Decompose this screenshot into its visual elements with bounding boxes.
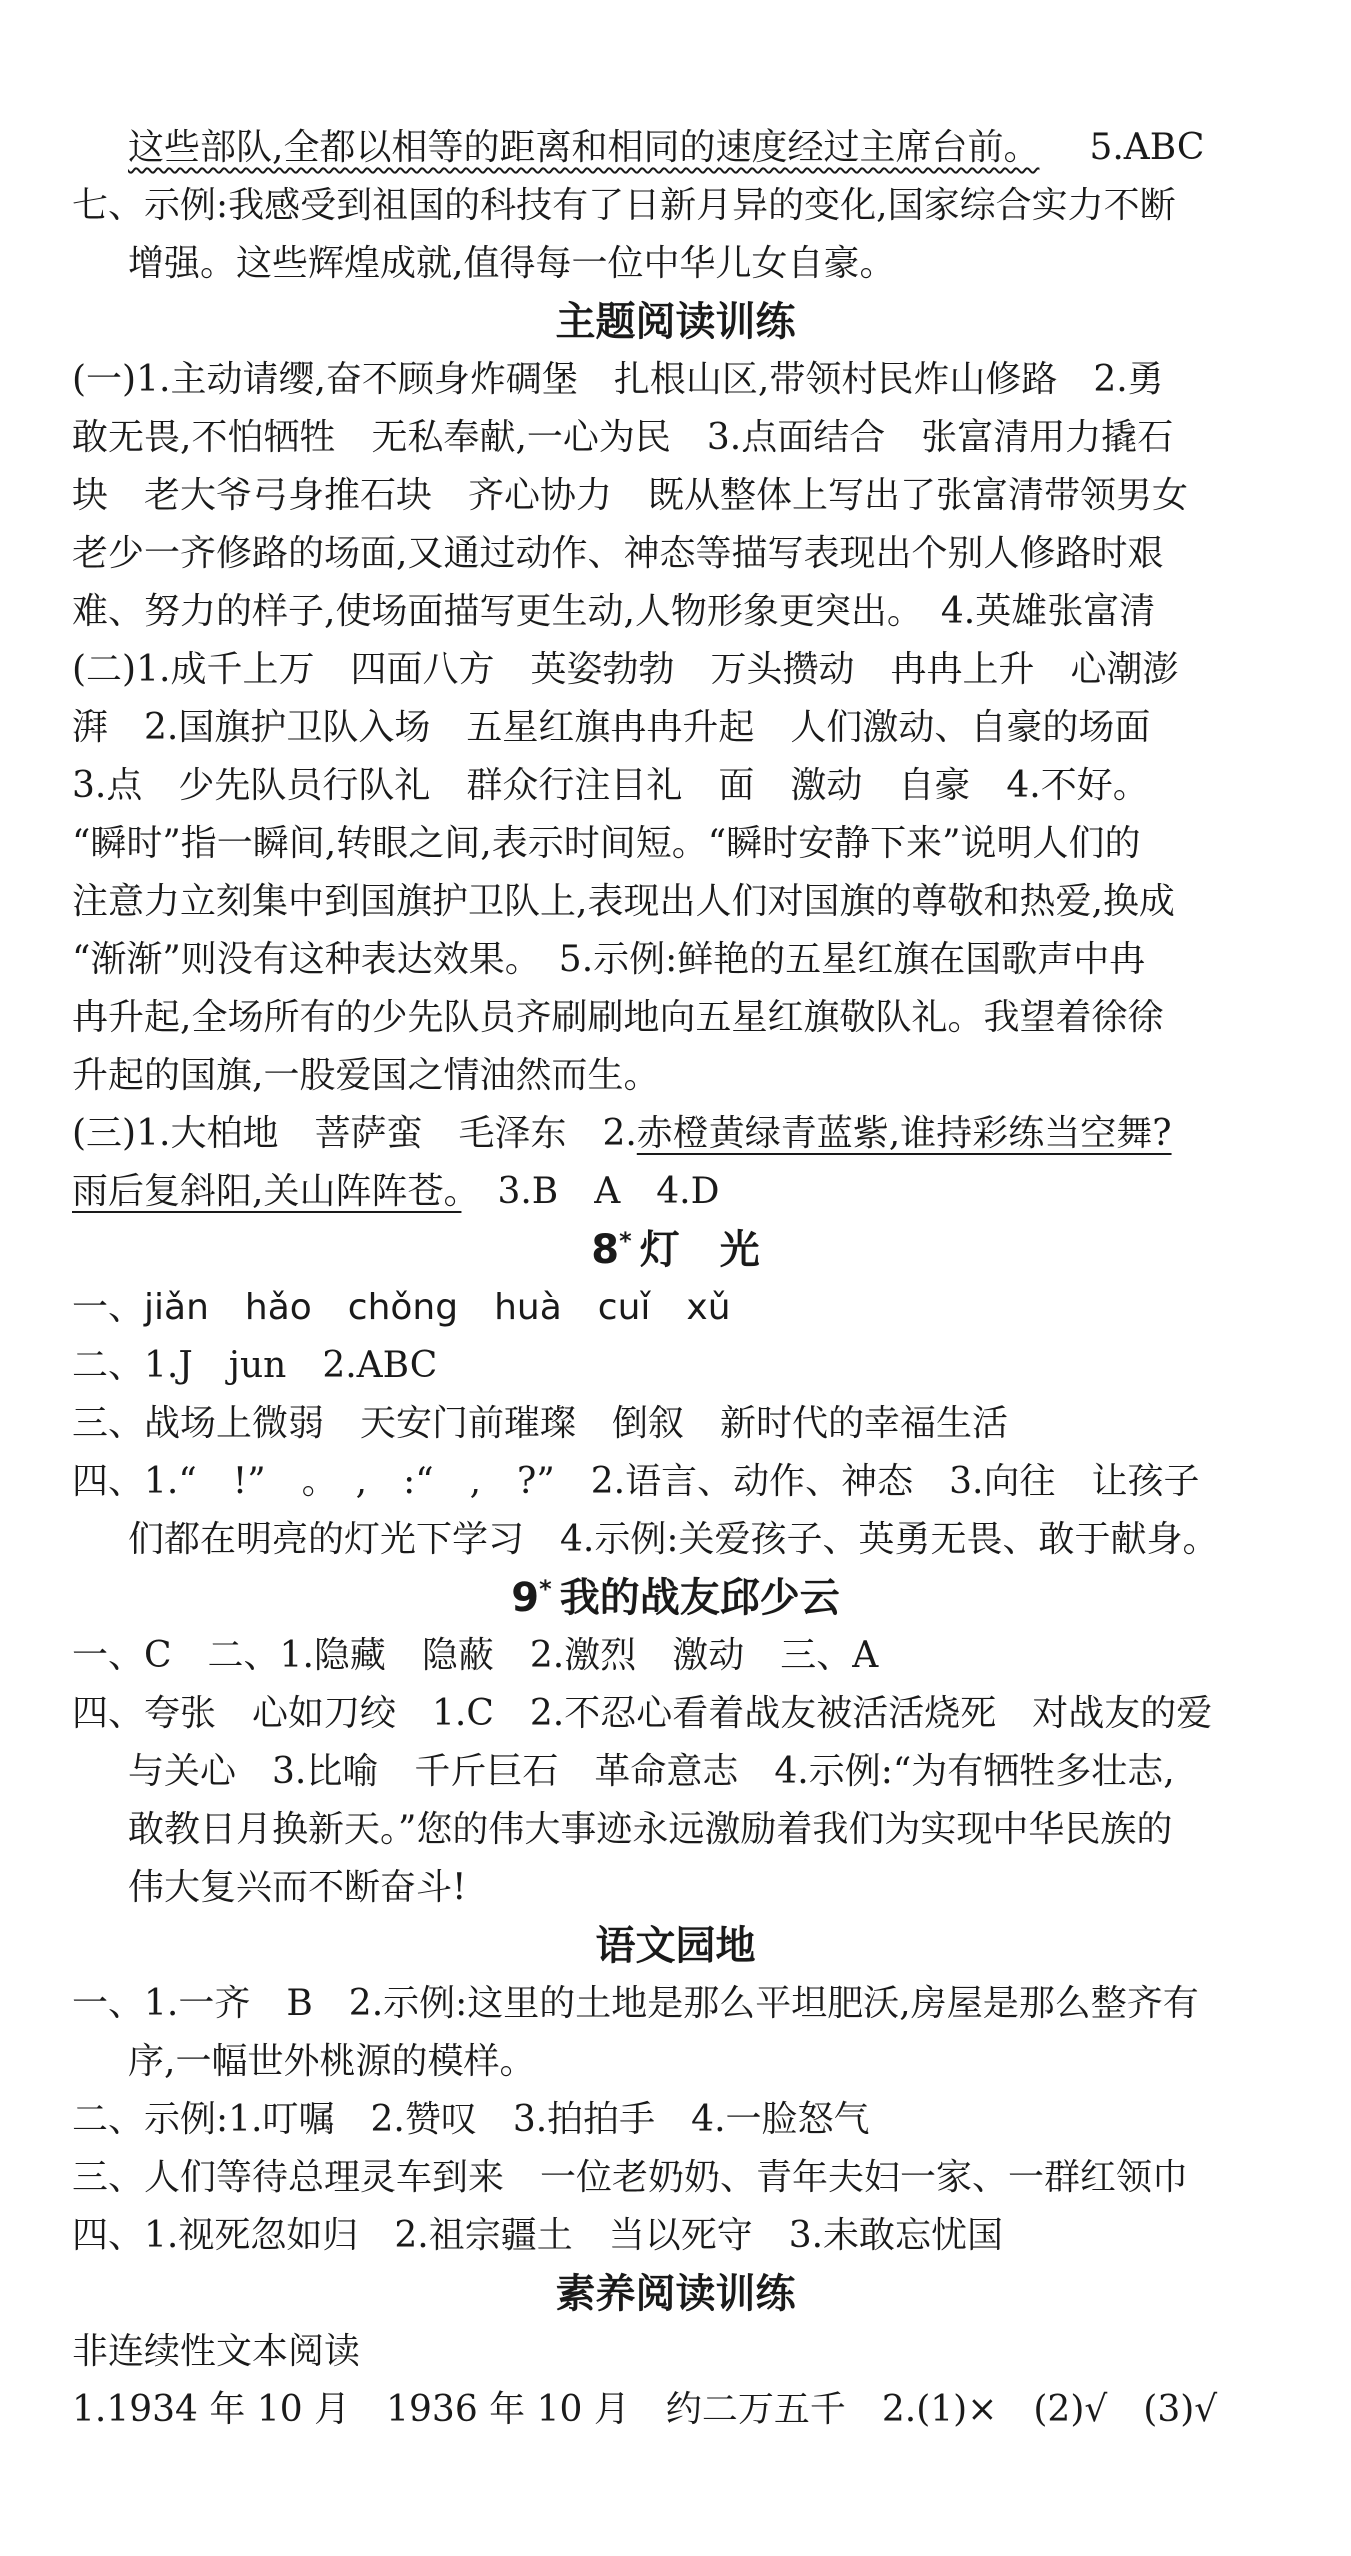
answer-line: 湃 2.国旗护卫队入场 五星红旗冉冉升起 人们激动、自豪的场面 [72, 707, 1151, 748]
answer-text: (三)1.大柏地 菩萨蛮 毛泽东 2. [72, 1113, 637, 1154]
lesson-title: 灯 光 [639, 1227, 760, 1273]
star-mark: * [539, 1575, 552, 1603]
answer-line: 序,一幅世外桃源的模样。 [128, 2041, 536, 2082]
answer-line: 伟大复兴而不断奋斗! [128, 1867, 467, 1908]
answer-line: (二)1.成千上万 四面八方 英姿勃勃 万头攒动 冉冉上升 心潮澎 [72, 649, 1179, 690]
lesson-heading [0, 1570, 1351, 1626]
answer-line: 敢无畏,不怕牺牲 无私奉献,一心为民 3.点面结合 张富清用力撬石 [72, 417, 1174, 458]
answer-text: 3.B A 4.D [461, 1171, 720, 1212]
answer-line [72, 1280, 731, 1336]
answer-line: “瞬时”指一瞬间,转眼之间,表示时间短。“瞬时安静下来”说明人们的 [72, 823, 1141, 864]
answer-line: 冉升起,全场所有的少先队员齐刷刷地向五星红旗敬队礼。我望着徐徐 [72, 997, 1164, 1038]
answer-line: 二、示例:1.叮嘱 2.赞叹 3.拍拍手 4.一脸怒气 [72, 2099, 870, 2140]
answer-line: 三、战场上微弱 天安门前璀璨 倒叙 新时代的幸福生活 [72, 1403, 1009, 1444]
answer-line: 三、人们等待总理灵车到来 一位老奶奶、青年夫妇一家、一群红领巾 [72, 2157, 1189, 2198]
answer-text: 一、 [72, 1287, 145, 1328]
answer-line [72, 1164, 719, 1220]
star-mark: * [619, 1227, 632, 1255]
answer-text: 5.ABC [1089, 127, 1205, 168]
lesson-number: 8 [591, 1227, 620, 1273]
answer-line: 难、努力的样子,使场面描写更生动,人物形象更突出。 4.英雄张富清 [72, 591, 1156, 632]
section-heading: 素养阅读训练 [555, 2271, 796, 2317]
answer-line: 块 老大爷弓身推石块 齐心协力 既从整体上写出了张富清带领男女 [72, 475, 1189, 516]
answer-line: 四、夸张 心如刀绞 1.C 2.不忍心看着战友被活活烧死 对战友的爱 [72, 1693, 1213, 1734]
answer-line: 升起的国旗,一股爱国之情油然而生。 [72, 1055, 660, 1096]
wavy-underlined-text: 这些部队,全都以相等的距离和相同的速度经过主席台前。 [128, 127, 1040, 168]
underlined-text: 雨后复斜阳,关山阵阵苍。 [72, 1171, 462, 1212]
answer-line: 一、1.一齐 B 2.示例:这里的土地是那么平坦肥沃,房屋是那么整齐有 [72, 1983, 1199, 2024]
section-heading: 语文园地 [595, 1923, 756, 1969]
answer-line: 注意力立刻集中到国旗护卫队上,表现出人们对国旗的尊敬和热爱,换成 [72, 881, 1175, 922]
answer-line: 二、1.J jun 2.ABC [72, 1345, 438, 1386]
answer-line: (一)1.主动请缨,奋不顾身炸碉堡 扎根山区,带领村民炸山修路 2.勇 [72, 359, 1164, 400]
answer-line: 增强。这些辉煌成就,值得每一位中华儿女自豪。 [128, 243, 896, 284]
answer-line: 四、1.“ !” 。 , :“ , ?” 2.语言、动作、神态 3.向往 让孩子 [72, 1461, 1200, 1502]
answer-line: 七、示例:我感受到祖国的科技有了日新月异的变化,国家综合实力不断 [72, 185, 1176, 226]
lesson-title: 我的战友邱少云 [559, 1575, 840, 1621]
answer-line: 一、C 二、1.隐藏 隐蔽 2.激烈 激动 三、A [72, 1635, 879, 1676]
answer-line: 四、1.视死忽如归 2.祖宗疆土 当以死守 3.未敢忘忧国 [72, 2215, 1004, 2256]
answer-line: 敢教日月换新天。”您的伟大事迹永远激励着我们为实现中华民族的 [128, 1809, 1173, 1850]
answer-line: 与关心 3.比喻 千斤巨石 革命意志 4.示例:“为有牺牲多壮志, [128, 1751, 1175, 1792]
answer-line: “渐渐”则没有这种表达效果。 5.示例:鲜艳的五星红旗在国歌声中冉 [72, 939, 1146, 980]
answer-line: 非连续性文本阅读 [72, 2331, 361, 2372]
answer-line: 1.1934 年 10 月 1936 年 10 月 约二万五千 2.(1)× (2)√ (3)√ [72, 2389, 1218, 2430]
underlined-text: 赤橙黄绿青蓝紫,谁持彩练当空舞? [636, 1113, 1172, 1154]
answer-line: 3.点 少先队员行队礼 群众行注目礼 面 激动 自豪 4.不好。 [72, 765, 1149, 806]
lesson-heading [0, 1222, 1351, 1278]
pinyin-answers: jiǎn hǎo chǒng huà cuǐ xǔ [144, 1287, 731, 1328]
answer-line: 们都在明亮的灯光下学习 4.示例:关爱孩子、英勇无畏、敢于献身。 [128, 1519, 1219, 1560]
answer-line [128, 120, 1204, 176]
answer-line: 老少一齐修路的场面,又通过动作、神态等描写表现出个别人修路时艰 [72, 533, 1164, 574]
lesson-number: 9 [511, 1575, 540, 1621]
answer-line [72, 1106, 1172, 1162]
section-heading: 主题阅读训练 [555, 299, 796, 345]
